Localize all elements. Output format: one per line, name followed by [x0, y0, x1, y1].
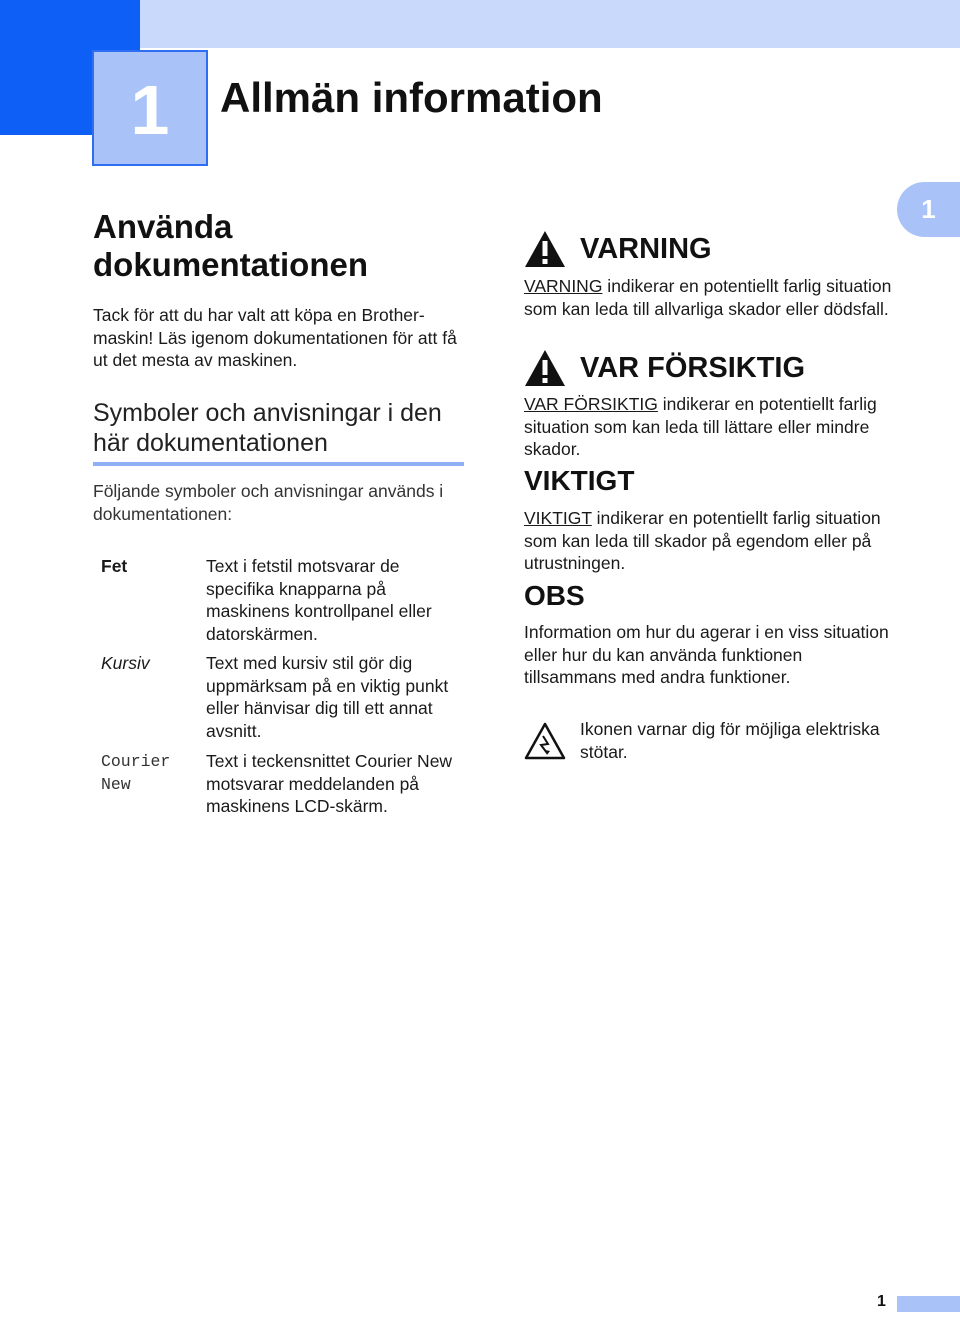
symbols-title-rule: [93, 462, 464, 466]
important-title: VIKTIGT: [524, 465, 635, 496]
section-intro: Tack för att du har valt att köpa en Brother-maskin! Läs igenom dokumentationen för att få ut det mesta av maskinen.: [93, 305, 457, 370]
caution-text: [524, 393, 894, 461]
chapter-title: Allmän information: [220, 74, 603, 121]
page-number: 1: [877, 1293, 886, 1310]
header-bar: [140, 0, 960, 48]
warning-triangle-icon: [524, 230, 566, 268]
caution-heading: [524, 349, 805, 387]
chapter-side-tab: 1: [897, 182, 960, 237]
symbols-title: Symboler och anvisningar i den här dokumentationen: [93, 399, 442, 457]
warning-text: [524, 275, 894, 320]
warning-title: VARNING: [580, 232, 712, 265]
term-courier: Courier New: [101, 752, 171, 794]
term-courier-description: Text i teckensnittet Courier New motsvarar meddelanden på maskinens LCD-skärm.: [206, 751, 453, 816]
term-bold-description: Text i fetstil motsvarar de specifika knapparna på maskinens kontrollpanel eller datorskärmen.: [206, 556, 432, 644]
term-bold: Fet: [101, 556, 128, 576]
shock-text: Ikonen varnar dig för möjliga elektriska stötar.: [580, 719, 880, 762]
caution-keyword: VAR FÖRSIKTIG: [524, 394, 658, 414]
note-title: OBS: [524, 580, 585, 611]
warning-triangle-icon: [524, 349, 566, 387]
important-description: indikerar en potentiellt farlig situation som kan leda till skador på egendom eller på utrustningen.: [524, 508, 881, 573]
caution-description: indikerar en potentiellt farlig situation som kan leda till lättare eller mindre skador.: [524, 394, 877, 459]
section-title: Använda dokumentationen: [93, 208, 369, 283]
term-italic: Kursiv: [101, 653, 150, 673]
page-footer-bar: [897, 1296, 960, 1312]
note-text: Information om hur du agerar i en viss situation eller hur du kan använda funktionen tillsammans med andra funktioner.: [524, 622, 889, 687]
chapter-number: 1: [92, 50, 208, 166]
symbols-intro: Följande symboler och anvisningar används i dokumentationen:: [93, 481, 444, 524]
important-keyword: VIKTIGT: [524, 508, 592, 528]
caution-title: VAR FÖRSIKTIG: [580, 351, 806, 384]
warning-keyword: VARNING: [524, 276, 603, 296]
term-italic-description: Text med kursiv stil gör dig uppmärksam på en viktig punkt eller hänvisar dig till ett annat avsnitt.: [206, 653, 449, 741]
electric-shock-icon: [524, 722, 566, 760]
warning-description: indikerar en potentiellt farlig situation som kan leda till allvarliga skador eller dödsfall.: [524, 276, 892, 319]
warning-heading: [524, 230, 712, 268]
important-text: [524, 507, 894, 575]
